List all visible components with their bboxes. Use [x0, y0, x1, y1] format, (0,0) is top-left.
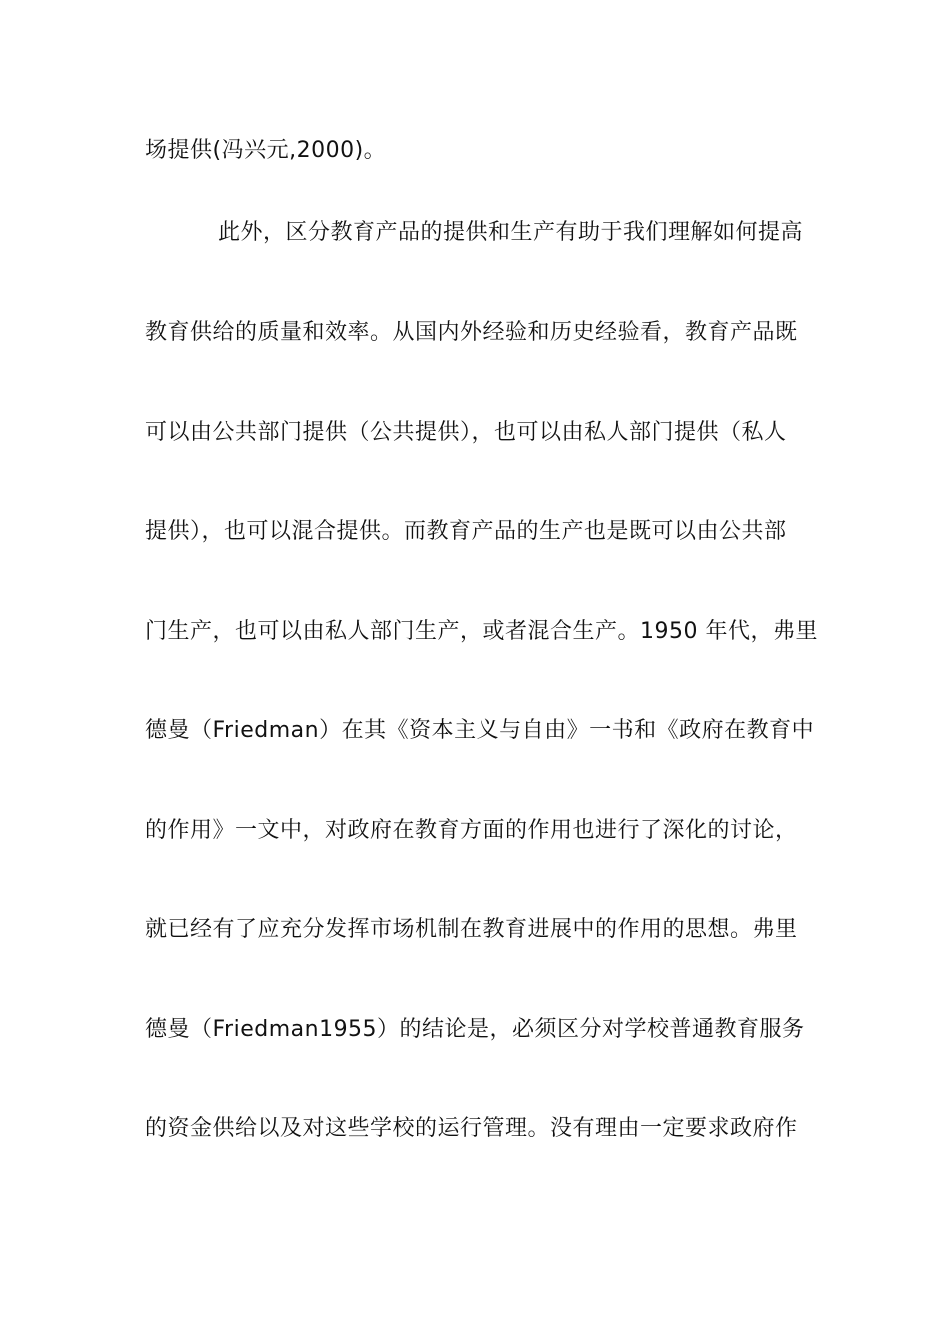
text-line: 门生产，也可以由私人部门生产，或者混合生产。1950 年代，弗里 [145, 619, 818, 644]
text-line: 场提供(冯兴元,2000)。 [145, 138, 387, 163]
text-line: 的作用》一文中，对政府在教育方面的作用也进行了深化的讨论， [145, 818, 798, 843]
text-line: 的资金供给以及对这些学校的运行管理。没有理由一定要求政府作 [145, 1116, 798, 1141]
text-line: 就已经有了应充分发挥市场机制在教育进展中的作用的思想。弗里 [145, 917, 798, 942]
text-line: 提供），也可以混合提供。而教育产品的生产也是既可以由公共部 [145, 519, 787, 544]
text-line: 可以由公共部门提供（公共提供），也可以由私人部门提供（私人 [145, 420, 787, 445]
text-line: 德曼（Friedman1955）的结论是，必须区分对学校普通教育服务 [145, 1017, 805, 1042]
paragraph-first-line: 此外，区分教育产品的提供和生产有助于我们理解如何提高 [218, 220, 804, 245]
text-line: 德曼（Friedman）在其《资本主义与自由》一书和《政府在教育中 [145, 718, 815, 743]
text-line: 教育供给的质量和效率。从国内外经验和历史经验看，教育产品既 [145, 320, 798, 345]
